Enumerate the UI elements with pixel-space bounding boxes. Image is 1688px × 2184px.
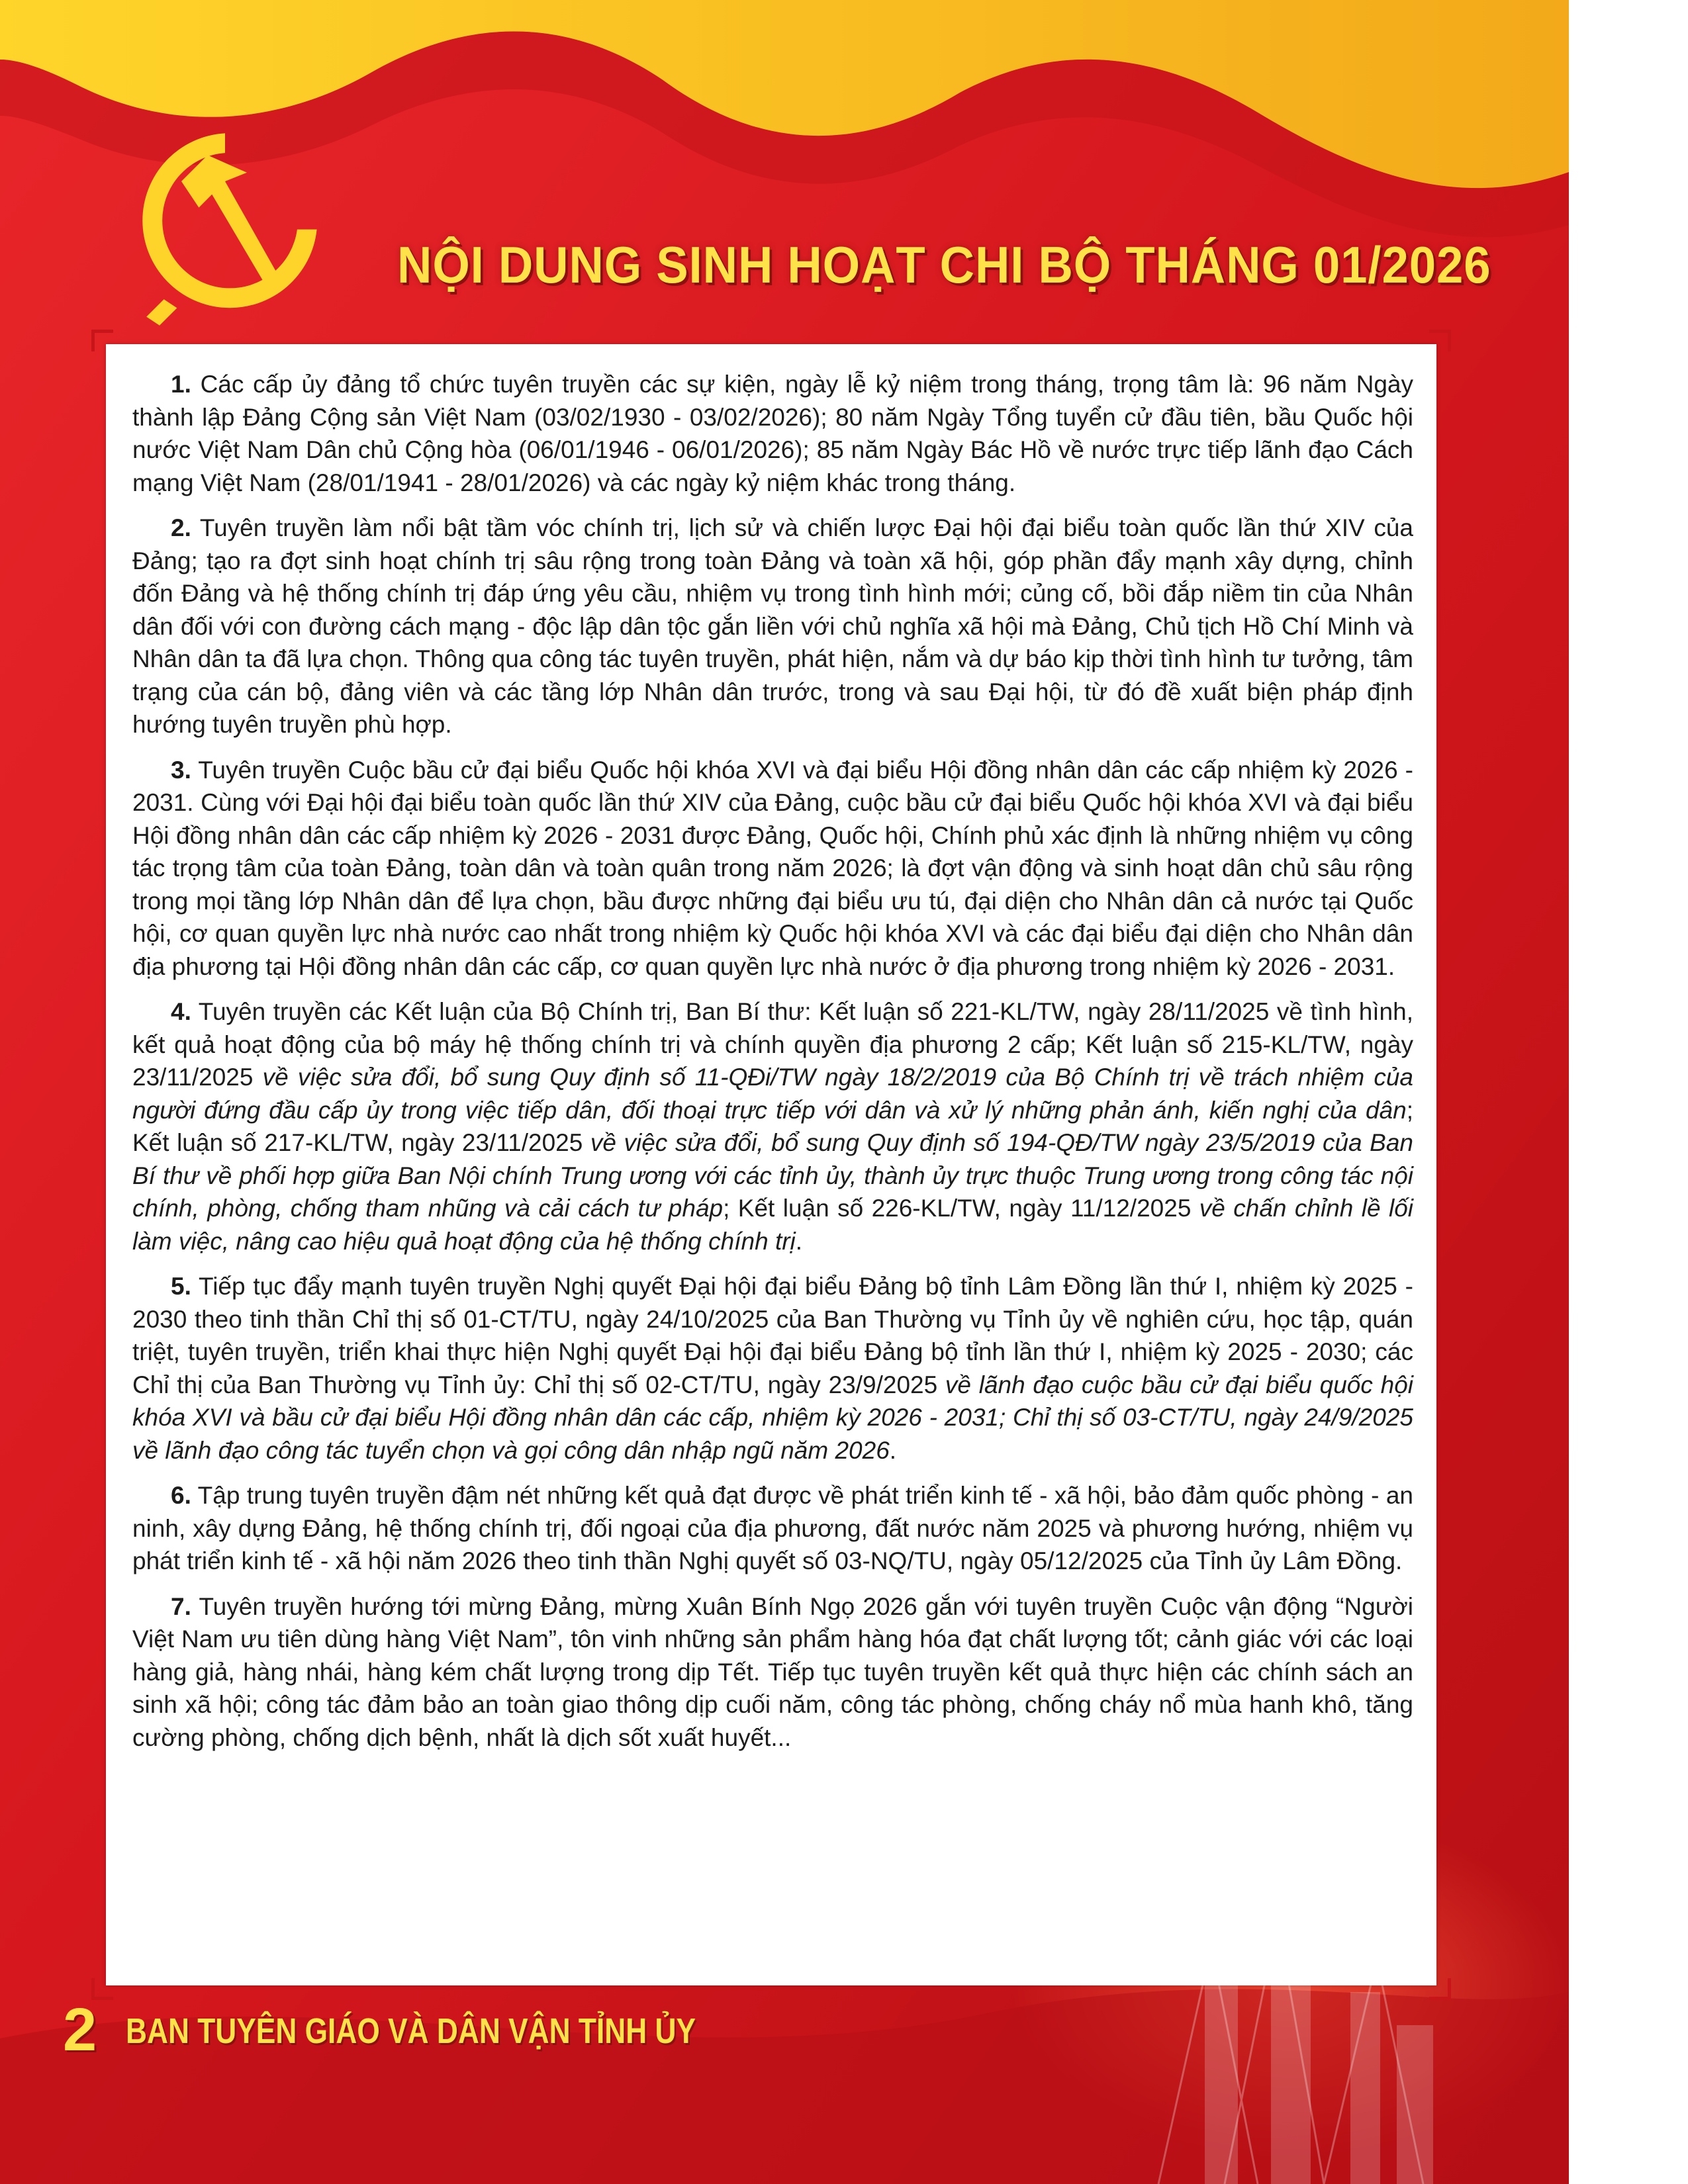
item-text: ; Kết luận số 226-KL/TW, ngày 11/12/2025	[723, 1195, 1199, 1222]
content-body	[132, 368, 1413, 1766]
item-text-italic: về chấn chỉnh lề lối làm việc, nâng cao hiệu quả hoạt động của hệ thống chính trị	[132, 1195, 1413, 1255]
footer-organization: BAN TUYÊN GIÁO VÀ DÂN VẬN TỈNH ỦY	[126, 2011, 696, 2051]
item-number: 7.	[171, 1592, 191, 1620]
content-panel	[106, 344, 1436, 1985]
panel-corner-ornament	[1429, 330, 1451, 351]
item-number: 2.	[171, 514, 191, 541]
item-text: Tập trung tuyên truyền đậm nét những kết quả đạt được về phát triển kinh tế - xã hội, bảo đảm quốc phòng - an ninh, xây dựng Đảng, hệ thống chính trị, đối ngoại của địa phương, đất nước năm 2025 và phương hướng, nhiệm vụ phát triển kinh tế - xã hội năm 2026 theo tinh thần Nghị quyết số 03-NQ/TU, ngày 05/12/2025 của Tỉnh ủy Lâm Đồng.	[132, 1482, 1413, 1574]
content-item	[132, 1270, 1413, 1467]
item-text-italic: về việc sửa đổi, bổ sung Quy định số 11-QĐi/TW ngày 18/2/2019 của Bộ Chính trị về trách nhiệm của người đứng đầu cấp ủy trong việc tiếp dân, đối thoại trực tiếp với dân và xử lý những phản ánh, kiến nghị của dân	[132, 1064, 1413, 1124]
item-text: Tiếp tục đẩy mạnh tuyên truyền Nghị quyết Đại hội đại biểu Đảng bộ tỉnh Lâm Đồng lần thứ I, nhiệm kỳ 2025 - 2030 theo tinh thần Chỉ thị số 01-CT/TU, ngày 24/10/2025 của Ban Thường vụ Tỉnh ủy về nghiên cứu, học tập, quán triệt, tuyên truyền, triển khai thực hiện Nghị quyết Đại hội đại biểu Đảng bộ tỉnh lần thứ I, nhiệm kỳ 2025 - 2030; các Chỉ thị của Ban Thường vụ Tỉnh ủy: Chỉ thị số 02-CT/TU, ngày 23/9/2025	[132, 1273, 1413, 1398]
item-text: Tuyên truyền Cuộc bầu cử đại biểu Quốc hội khóa XVI và đại biểu Hội đồng nhân dân các cấp nhiệm kỳ 2026 - 2031. Cùng với Đại hội đại biểu toàn quốc lần thứ XIV của Đảng, cuộc bầu cử đại biểu Quốc hội khóa XVI và đại biểu Hội đồng nhân dân các cấp nhiệm kỳ 2026 - 2031 được Đảng, Quốc hội, Chính phủ xác định là những nhiệm vụ công tác trọng tâm của toàn Đảng, toàn dân và toàn quân trong năm 2026; là đợt vận động và sinh hoạt dân chủ sâu rộng trong mọi tầng lớp Nhân dân để lựa chọn, bầu được những đại biểu ưu tú, đại diện cho Nhân dân cả nước tại Quốc hội, cơ quan quyền lực nhà nước cao nhất trong nhiệm kỳ Quốc hội khóa XVI và các đại biểu đại diện cho Nhân dân địa phương tại Hội đồng nhân dân các cấp, cơ quan quyền lực nhà nước ở địa phương trong nhiệm kỳ 2026 - 2031.	[132, 756, 1413, 980]
item-text: ; Kết luận số 217-KL/TW, ngày 23/11/2025	[132, 1096, 1413, 1156]
page-number: 2	[63, 1996, 97, 2064]
hammer-and-sickle-icon	[116, 116, 334, 334]
panel-corner-ornament	[1429, 1978, 1451, 2000]
item-number: 5.	[171, 1273, 191, 1300]
item-text: Các cấp ủy đảng tổ chức tuyên truyền các sự kiện, ngày lễ kỷ niệm trong tháng, trọng tâm là: 96 năm Ngày thành lập Đảng Cộng sản Việt Nam (03/02/1930 - 03/02/2026); 80 năm Ngày Tổng tuyển cử đầu tiên, bầu Quốc hội nước Việt Nam Dân chủ Cộng hòa (06/01/1946 - 06/01/2026); 85 năm Ngày Bác Hồ về nước trực tiếp lãnh đạo Cách mạng Việt Nam (28/01/1941 - 28/01/2026) và các ngày kỷ niệm khác trong tháng.	[132, 371, 1413, 496]
item-text-italic: về lãnh đạo cuộc bầu cử đại biểu quốc hội khóa XVI và bầu cử đại biểu Hội đồng nhân dân các cấp, nhiệm kỳ 2026 - 2031; Chỉ thị số 03-CT/TU, ngày 24/9/2025 về lãnh đạo công tác tuyển chọn và gọi công dân nhập ngũ năm 2026	[132, 1371, 1413, 1464]
item-text: Tuyên truyền hướng tới mừng Đảng, mừng Xuân Bính Ngọ 2026 gắn với tuyên truyền Cuộc vận động “Người Việt Nam ưu tiên dùng hàng Việt Nam”, tôn vinh những sản phẩm hàng hóa đạt chất lượng tốt; cảnh giác với các loại hàng giả, hàng nhái, hàng kém chất lượng trong dịp Tết. Tiếp tục tuyên truyền kết quả thực hiện các chính sách an sinh xã hội; công tác đảm bảo an toàn giao thông dịp cuối năm, công tác phòng, chống cháy nổ mùa hanh khô, tăng cường phòng, chống dịch bệnh, nhất là dịch sốt xuất huyết...	[132, 1592, 1413, 1751]
item-text: .	[795, 1227, 803, 1255]
panel-corner-ornament	[91, 330, 113, 351]
item-text: Tuyên truyền làm nổi bật tầm vóc chính trị, lịch sử và chiến lược Đại hội đại biểu toàn quốc lần thứ XIV của Đảng; tạo ra đợt sinh hoạt chính trị sâu rộng trong toàn Đảng và toàn xã hội, góp phần đẩy mạnh xây dựng, chỉnh đốn Đảng và hệ thống chính trị đáp ứng yêu cầu, nhiệm vụ trong tình hình mới; củng cố, bồi đắp niềm tin của Nhân dân đối với con đường cách mạng - độc lập dân tộc gắn liền với chủ nghĩa xã hội mà Đảng, Chủ tịch Hồ Chí Minh và Nhân dân ta đã lựa chọn. Thông qua công tác tuyên truyền, phát hiện, nắm và dự báo kịp thời tình hình tư tưởng, tâm trạng của cán bộ, đảng viên và các tầng lớp Nhân dân trước, trong và sau Đại hội, từ đó đề xuất biện pháp định hướng tuyên truyền phù hợp.	[132, 514, 1413, 738]
content-item	[132, 368, 1413, 499]
item-text-italic: về việc sửa đổi, bổ sung Quy định số 194-QĐ/TW ngày 23/5/2019 của Ban Bí thư về phối hợp giữa Ban Nội chính Trung ương với các tỉnh ủy, thành ủy trực thuộc Trung ương trong công tác nội chính, phòng, chống tham nhũng và cải cách tư pháp	[132, 1129, 1414, 1222]
content-item	[132, 754, 1413, 983]
item-number: 6.	[171, 1482, 191, 1509]
content-item	[132, 1590, 1413, 1754]
item-number: 4.	[171, 998, 191, 1025]
item-number: 1.	[171, 371, 191, 398]
content-item	[132, 995, 1413, 1257]
item-text: .	[889, 1436, 897, 1464]
page-title: NỘI DUNG SINH HOẠT CHI BỘ THÁNG 01/2026	[397, 236, 1491, 294]
item-number: 3.	[171, 756, 191, 784]
content-item	[132, 512, 1413, 741]
item-text: Tuyên truyền các Kết luận của Bộ Chính trị, Ban Bí thư: Kết luận số 221-KL/TW, ngày 28/11/2025 về tình hình, kết quả hoạt động của bộ máy hệ thống chính trị và chính quyền địa phương 2 cấp; Kết luận số 215-KL/TW, ngày 23/11/2025	[132, 998, 1413, 1091]
content-item	[132, 1479, 1413, 1578]
